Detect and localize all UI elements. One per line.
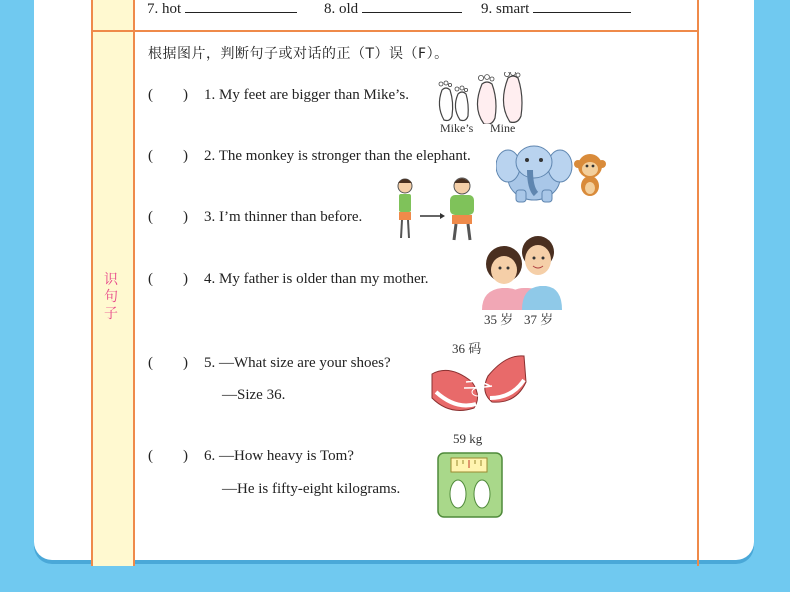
thin-fat-boy-picture (390, 176, 486, 248)
section-label: 识句子 (104, 272, 118, 322)
feet-picture (432, 72, 532, 124)
answer-text-6: —He is fifty-eight kilograms. (222, 481, 401, 497)
answer-paren-6[interactable]: ( ) (148, 448, 188, 464)
fill-blank-9 (533, 0, 631, 13)
caption-age-mother: 35 岁 (484, 312, 514, 327)
answer-paren-3[interactable]: ( ) (148, 209, 188, 225)
question-6 (148, 448, 354, 465)
question-text-2: 2. The monkey is stronger than the elephant. (204, 148, 471, 164)
instruction: 根据图片，判断句子或对话的正（T）误（F）。 (148, 46, 449, 62)
question-4 (148, 271, 429, 288)
caption-mikes: Mike’s (440, 121, 474, 135)
shoes-picture (428, 352, 528, 418)
question-text-4: 4. My father is older than my mother. (204, 271, 429, 287)
caption-weight: 59 kg (453, 431, 483, 446)
right-border (697, 0, 699, 566)
scale-picture (437, 452, 503, 520)
answer-paren-2[interactable]: ( ) (148, 148, 188, 164)
question-text-3: 3. I’m thinner than before. (204, 209, 363, 225)
question-5 (148, 355, 391, 372)
answer-paren-1[interactable]: ( ) (148, 87, 188, 103)
elephant-monkey-picture (496, 138, 608, 204)
caption-age-father: 37 岁 (524, 312, 554, 327)
question-1 (148, 87, 409, 104)
fill-label-9: 9. smart (481, 1, 530, 17)
fill-label-8: 8. old (324, 1, 359, 17)
question-3 (148, 209, 362, 226)
caption-shoe-size: 36 码 (452, 341, 482, 356)
question-text-6: 6. —How heavy is Tom? (204, 448, 354, 464)
fill-item-9 (481, 0, 631, 18)
answer-paren-5[interactable]: ( ) (148, 355, 188, 371)
fill-blank-7 (185, 0, 297, 13)
answer-text-5: —Size 36. (222, 387, 286, 403)
fill-blank-8 (362, 0, 462, 13)
question-text-5: 5. —What size are your shoes? (204, 355, 391, 371)
fill-item-7 (147, 0, 297, 18)
question-2 (148, 148, 471, 165)
fill-item-8 (324, 0, 462, 18)
section-divider (91, 30, 699, 32)
parents-picture (478, 232, 562, 310)
fill-label-7: 7. hot (147, 1, 182, 17)
question-text-1: 1. My feet are bigger than Mike’s. (204, 87, 409, 103)
caption-mine: Mine (490, 121, 516, 135)
answer-paren-4[interactable]: ( ) (148, 271, 188, 287)
